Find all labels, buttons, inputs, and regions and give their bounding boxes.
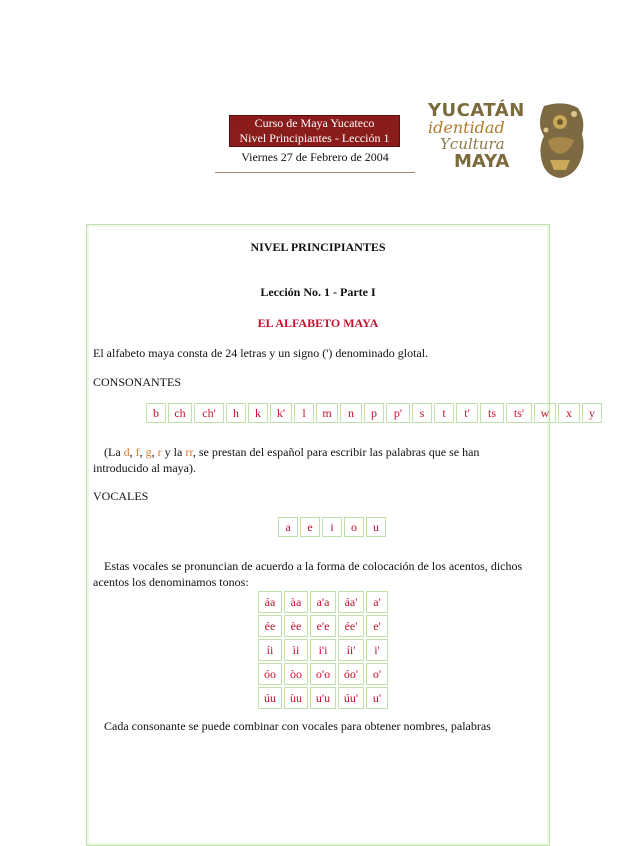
vowels-row bbox=[278, 517, 386, 537]
tone-cell: ée bbox=[258, 615, 282, 637]
consonants-heading: CONSONANTES bbox=[93, 375, 182, 389]
tone-cell: i'i bbox=[310, 639, 336, 661]
tone-cell: íi' bbox=[338, 639, 364, 661]
tone-cell: o' bbox=[366, 663, 388, 685]
vowels-heading: VOCALES bbox=[93, 489, 149, 503]
tone-cell: e' bbox=[366, 615, 388, 637]
consonant-cell: b bbox=[146, 403, 166, 423]
tone-cell: áa bbox=[258, 591, 282, 613]
tone-cell: a'a bbox=[310, 591, 336, 613]
consonant-cell: s bbox=[412, 403, 432, 423]
consonants-table bbox=[144, 401, 604, 425]
loan-note-text: (La bbox=[104, 445, 124, 459]
loan-letter-f: f bbox=[135, 445, 140, 459]
consonant-cell: p' bbox=[386, 403, 410, 423]
mayan-glyph-icon bbox=[534, 100, 588, 182]
logo-line-2: identidad bbox=[428, 118, 505, 137]
tone-cell: íi bbox=[258, 639, 282, 661]
tone-cell: áa' bbox=[338, 591, 364, 613]
consonant-cell: h bbox=[226, 403, 246, 423]
consonant-cell: l bbox=[294, 403, 314, 423]
consonant-cell: ts' bbox=[506, 403, 532, 423]
course-title-banner bbox=[229, 115, 400, 147]
loan-letters-note bbox=[104, 444, 479, 460]
tones-table bbox=[256, 589, 390, 711]
date-divider bbox=[215, 172, 415, 173]
consonant-cell: k' bbox=[270, 403, 292, 423]
consonant-cell: x bbox=[558, 403, 580, 423]
consonant-cell: p bbox=[364, 403, 384, 423]
vowel-cell: o bbox=[344, 517, 364, 537]
closing-line: Cada consonante se puede combinar con vocales para obtener nombres, palabras bbox=[104, 719, 491, 733]
consonant-cell: ch' bbox=[194, 403, 224, 423]
logo-line-3: Ycultura bbox=[440, 135, 505, 153]
consonant-cell: ts bbox=[480, 403, 504, 423]
yucatan-logo bbox=[428, 98, 588, 184]
tone-row bbox=[258, 687, 388, 709]
loan-letter-g: g bbox=[145, 445, 152, 459]
tone-cell: óo' bbox=[338, 663, 364, 685]
vowel-cell: a bbox=[278, 517, 298, 537]
logo-text bbox=[428, 102, 538, 170]
tone-cell: o'o bbox=[310, 663, 336, 685]
tone-cell: àa bbox=[284, 591, 308, 613]
tone-row bbox=[258, 615, 388, 637]
lesson-title: Lección No. 1 - Parte I bbox=[260, 285, 376, 299]
alphabet-intro: El alfabeto maya consta de 24 letras y un signo (') denominado glotal. bbox=[93, 346, 429, 360]
loan-note-text: , bbox=[129, 445, 136, 459]
level-title: NIVEL PRINCIPIANTES bbox=[250, 240, 386, 254]
course-title: Curso de Maya Yucateco bbox=[254, 116, 375, 130]
consonants-row bbox=[146, 403, 602, 423]
tone-cell: òo bbox=[284, 663, 308, 685]
vowels-table bbox=[276, 515, 388, 539]
loan-note-text: , bbox=[139, 445, 146, 459]
loan-note-text: y la bbox=[161, 445, 186, 459]
vowel-cell: e bbox=[300, 517, 320, 537]
consonant-cell: ch bbox=[168, 403, 192, 423]
tone-cell: úu bbox=[258, 687, 282, 709]
tone-cell: e'e bbox=[310, 615, 336, 637]
vowel-cell: u bbox=[366, 517, 386, 537]
consonant-cell: n bbox=[340, 403, 362, 423]
alphabet-title: EL ALFABETO MAYA bbox=[257, 316, 379, 330]
tone-row bbox=[258, 663, 388, 685]
tone-cell: úu' bbox=[338, 687, 364, 709]
tone-row bbox=[258, 591, 388, 613]
tone-cell: ùu bbox=[284, 687, 308, 709]
tone-cell: i' bbox=[366, 639, 388, 661]
vowel-cell: i bbox=[322, 517, 342, 537]
consonant-cell: m bbox=[316, 403, 338, 423]
tone-cell: ìi bbox=[284, 639, 308, 661]
consonant-cell: k bbox=[248, 403, 268, 423]
consonant-cell: w bbox=[534, 403, 556, 423]
loan-letter-r: r bbox=[157, 445, 162, 459]
tone-cell: ée' bbox=[338, 615, 364, 637]
tone-cell: èe bbox=[284, 615, 308, 637]
tone-row bbox=[258, 639, 388, 661]
consonant-cell: y bbox=[582, 403, 602, 423]
loan-note-text: , bbox=[151, 445, 158, 459]
loan-note-text: , se prestan del español para escribir las palabras que se han bbox=[192, 445, 480, 459]
loan-letter-rr: rr bbox=[185, 445, 193, 459]
loan-letter-d: d bbox=[123, 445, 130, 459]
consonant-cell: t bbox=[434, 403, 454, 423]
tone-cell: óo bbox=[258, 663, 282, 685]
tone-cell: u'u bbox=[310, 687, 336, 709]
tones-note-line2: acentos los denominamos tonos: bbox=[93, 575, 249, 589]
loan-letters-note-line2: introducido al maya). bbox=[93, 461, 196, 475]
tone-cell: a' bbox=[366, 591, 388, 613]
logo-line-4: MAYA bbox=[454, 151, 510, 172]
tone-cell: u' bbox=[366, 687, 388, 709]
consonant-cell: t' bbox=[456, 403, 478, 423]
logo-line-1: YUCATÁN bbox=[428, 100, 525, 121]
date-text: Viernes 27 de Febrero de 2004 bbox=[241, 150, 389, 164]
tones-body bbox=[258, 591, 388, 709]
course-subtitle: Nivel Principiantes - Lección 1 bbox=[239, 131, 390, 145]
tones-note: Estas vocales se pronuncian de acuerdo a la forma de colocación de los acentos, dichos bbox=[104, 559, 523, 573]
